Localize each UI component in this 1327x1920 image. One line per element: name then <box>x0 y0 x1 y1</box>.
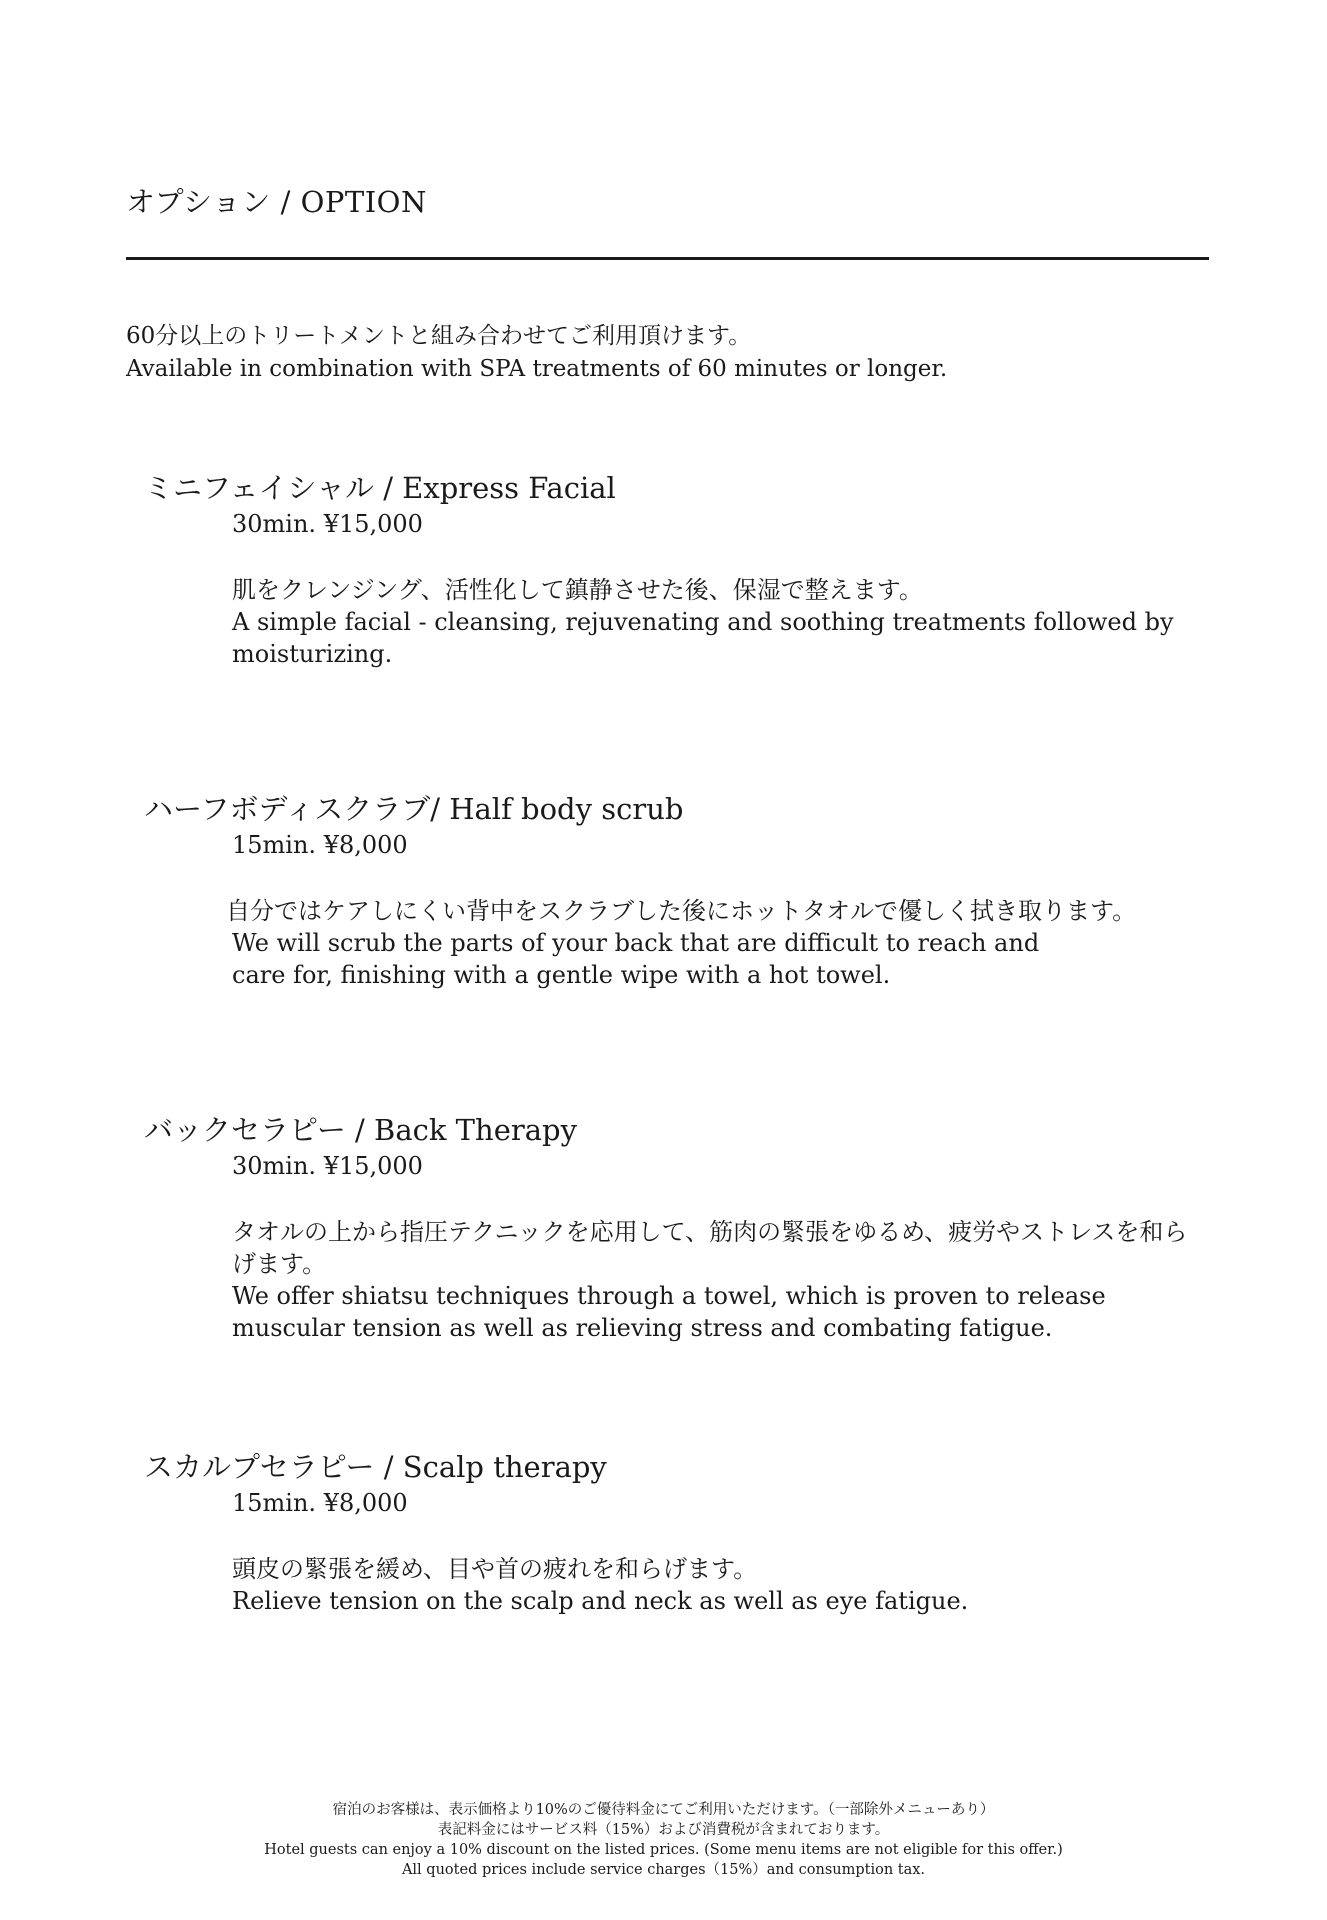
option-description <box>232 1216 1202 1344</box>
option-description <box>226 895 1202 991</box>
option-price: 30min. ¥15,000 <box>232 510 423 538</box>
option-description-en: We will scrub the parts of your back that are difficult to reach and care for, finishing with a gentle wipe with a hot towel. <box>232 929 1040 989</box>
option-description-jp: 自分ではケアしにくい背中をスクラブした後にホットタオルで優しく拭き取ります。 <box>226 897 1137 925</box>
option-title: バックセラピー / Back Therapy <box>144 1113 577 1147</box>
option-half-body-scrub <box>144 789 1204 991</box>
option-description-jp: 頭皮の緊張を緩め、目や首の疲れを和らげます。 <box>232 1555 758 1583</box>
page-title: オプション / OPTION <box>126 185 427 219</box>
option-price: 15min. ¥8,000 <box>232 831 408 859</box>
option-description-en: A simple facial - cleansing, rejuvenating and soothing treatments followed by moisturizing. <box>232 608 1174 668</box>
footer-note-jp-tax: 表記料金にはサービス料（15%）および消費税が含まれております。 <box>437 1822 890 1838</box>
option-description <box>232 1553 1202 1617</box>
option-description-en: Relieve tension on the scalp and neck as well as eye fatigue. <box>232 1587 969 1615</box>
option-price: 15min. ¥8,000 <box>232 1489 408 1517</box>
option-description-jp: タオルの上から指圧テクニックを応用して、筋肉の緊張をゆるめ、疲労やストレスを和らげます。 <box>232 1218 1188 1278</box>
option-body <box>232 1150 1202 1344</box>
footer-note-en-tax: All quoted prices include service charges（15%）and consumption tax. <box>401 1862 926 1878</box>
footer-note-jp-discount: 宿泊のお客様は、表示価格より10%のご優待料金にてご利用いただけます。（一部除外メニューあり） <box>332 1802 995 1818</box>
footer-notes <box>0 1800 1327 1880</box>
option-body <box>232 1487 1202 1617</box>
option-back-therapy <box>144 1110 1204 1344</box>
option-description <box>232 574 1202 670</box>
option-body <box>226 829 1202 991</box>
option-scalp-therapy <box>144 1447 1204 1617</box>
option-title: スカルプセラピー / Scalp therapy <box>144 1450 607 1484</box>
option-express-facial <box>144 468 1204 670</box>
option-price: 30min. ¥15,000 <box>232 1152 423 1180</box>
footer-note-en-discount: Hotel guests can enjoy a 10% discount on the listed prices. (Some menu items are not eligible for this offer.) <box>264 1842 1063 1858</box>
option-title: ミニフェイシャル / Express Facial <box>144 471 616 505</box>
intro-text-jp: 60分以上のトリートメントと組み合わせてご利用頂けます。 <box>126 323 752 349</box>
option-description-en: We offer shiatsu techniques through a towel, which is proven to release muscular tension as well as relieving stress and combating fatigue. <box>232 1282 1106 1342</box>
intro-text-en: Available in combination with SPA treatments of 60 minutes or longer. <box>126 356 948 382</box>
option-description-jp: 肌をクレンジング、活性化して鎮静させた後、保湿で整えます。 <box>232 576 923 604</box>
option-title: ハーフボディスクラブ/ Half body scrub <box>144 792 684 826</box>
intro-block <box>126 320 947 386</box>
title-divider <box>126 257 1209 260</box>
option-body <box>232 508 1202 670</box>
